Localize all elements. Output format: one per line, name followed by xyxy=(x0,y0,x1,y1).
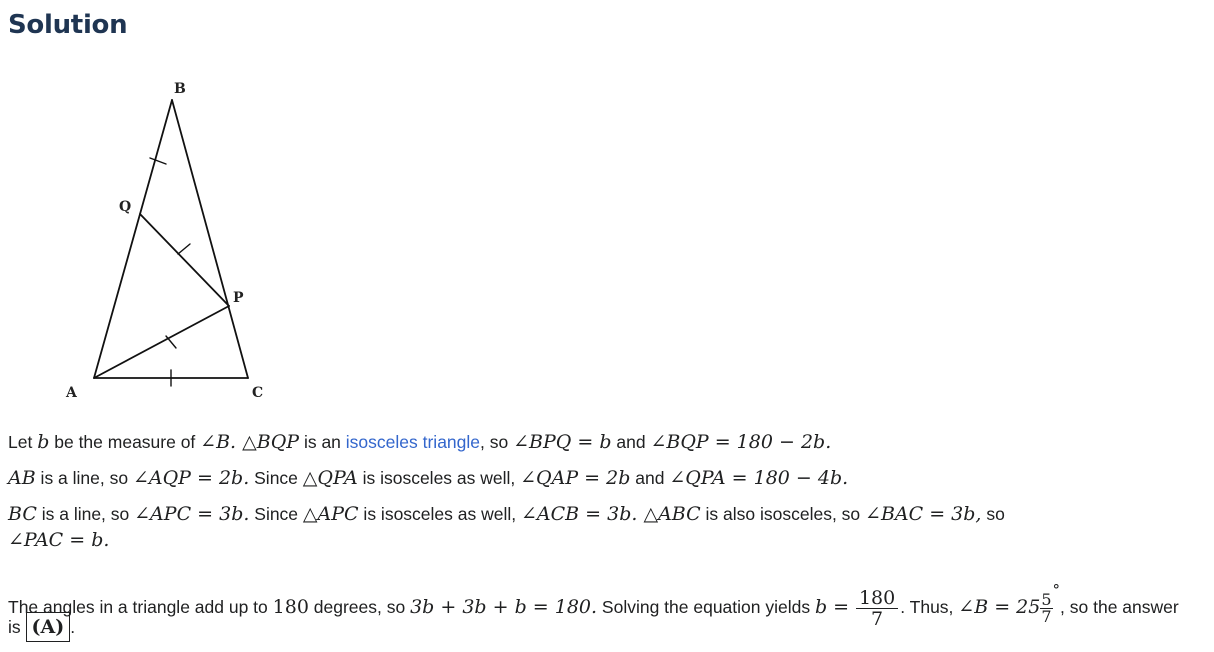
fraction-180-over-7: $\frac{180}{7}$ xyxy=(856,588,898,629)
triangle-diagram xyxy=(8,62,388,412)
fraction-5-over-7: $\frac{5}{7}$ xyxy=(1041,589,1052,626)
segment-ap xyxy=(94,306,229,378)
answer-box: (A) xyxy=(26,612,71,642)
triangle-figure xyxy=(8,62,388,412)
solution-line-1: Let b be the measure of ∠B. △BQP is an isosceles triangle, so ∠BPQ = b and ∠BQP = 180 − 2b. xyxy=(8,431,832,453)
degree-symbol: ° xyxy=(1052,581,1061,599)
label-a: A xyxy=(66,385,77,401)
isosceles-triangle-link[interactable]: isosceles triangle xyxy=(345,432,481,452)
solution-line-4: ∠PAC = b. xyxy=(8,529,110,551)
solution-line-2: AB is a line, so ∠AQP = 2b. Since △QPA is isosceles as well, ∠QAP = 2b and ∠QPA = 180 − 4b. xyxy=(8,467,849,489)
label-p: P xyxy=(233,290,244,306)
solution-line-3: BC is a line, so ∠APC = 3b. Since △APC is isosceles as well, ∠ACB = 3b. △ABC is also isosceles, so ∠BAC = 3b, so xyxy=(8,503,1005,525)
segment-ab xyxy=(94,100,172,378)
tick-qp xyxy=(178,244,190,254)
solution-line-5: The angles in a triangle add up to 180 degrees, so 3b + 3b + b = 180. Solving the equation yields b = $\frac{180}{7}$ . Thus, ∠B = 25 $\frac{5}{7}$ °, so the answer xyxy=(8,581,1179,630)
segment-bc xyxy=(172,100,248,378)
label-q: Q xyxy=(119,199,132,215)
label-b: B xyxy=(174,81,186,97)
label-c: C xyxy=(252,385,264,401)
page-title: Solution xyxy=(8,10,128,40)
tick-bq xyxy=(150,158,166,164)
solution-line-6: is (A) . xyxy=(8,612,75,642)
